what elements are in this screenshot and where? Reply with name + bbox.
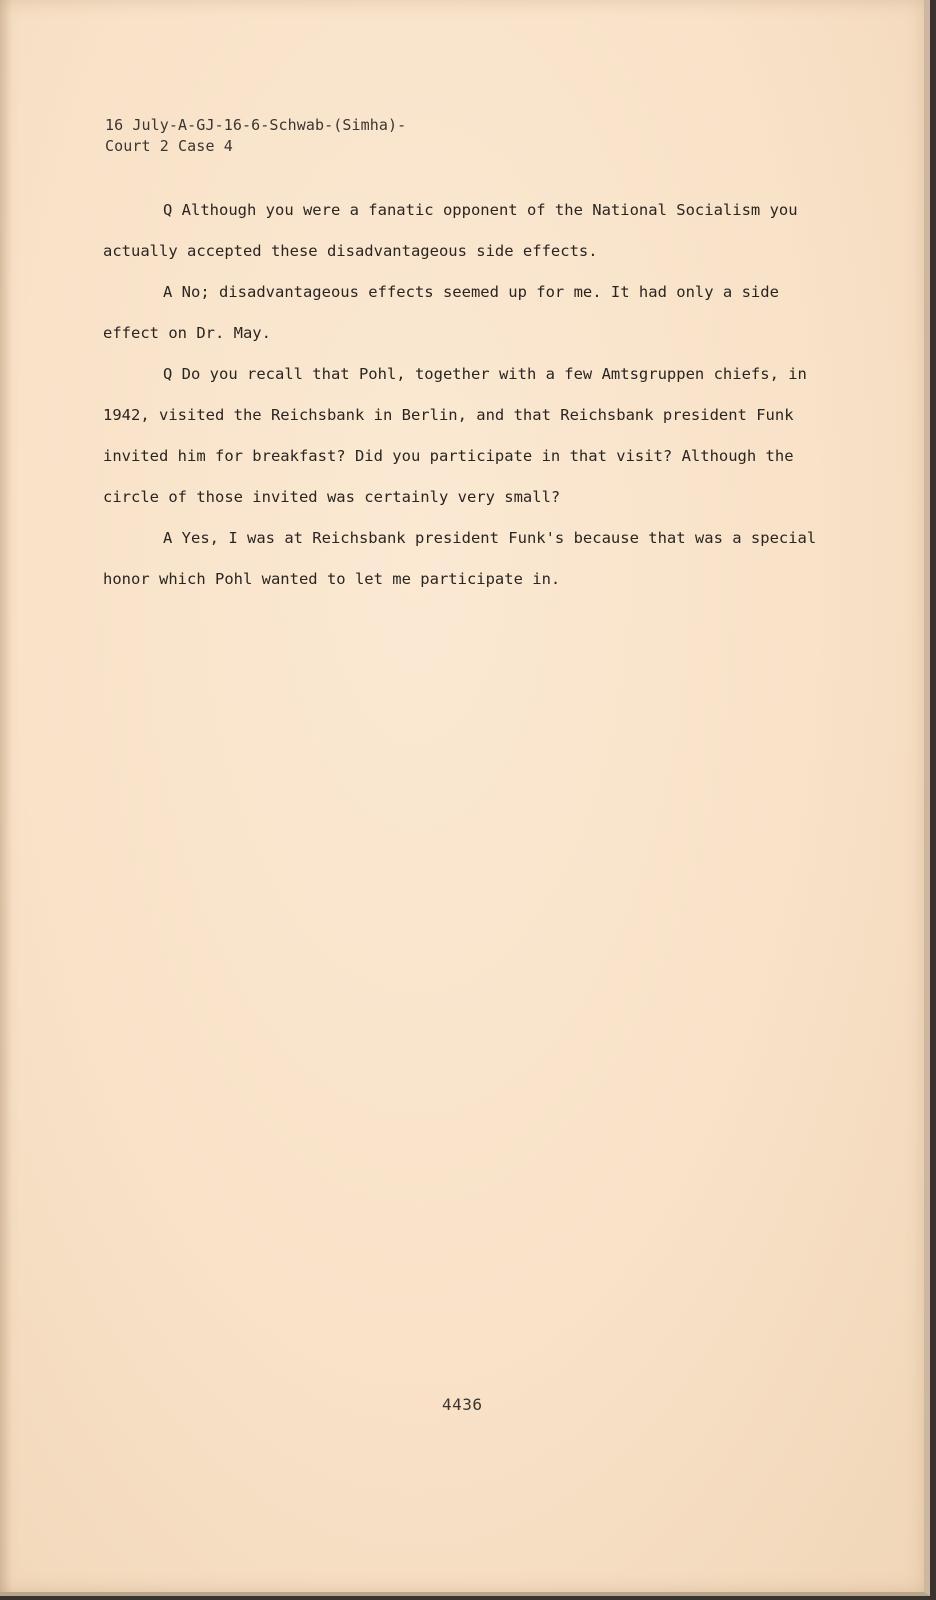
transcript-paragraph-answer-2: A Yes, I was at Reichsbank president Funk's because that was a special honor which Pohl wanted to let me participate in. bbox=[103, 529, 817, 588]
transcript-paragraph-question-2: Q Do you recall that Pohl, together with a few Amtsgruppen chiefs, in 1942, visited the Reichsbank in Berlin, and that Reichsbank president Funk invited him for breakfast? Did you participate in that visit? Although the circle of those invited was certainly very small? bbox=[103, 365, 807, 506]
header-reference-line: 16 July-A-GJ-16-6-Schwab-(Simha)- bbox=[105, 116, 407, 134]
transcript-body bbox=[103, 190, 843, 600]
page-number: 4436 bbox=[442, 1395, 483, 1414]
document-header bbox=[105, 115, 406, 157]
transcript-paragraph-question-1: Q Although you were a fanatic opponent of the National Socialism you actually accepted these disadvantageous side effects. bbox=[103, 201, 798, 260]
header-court-case-line: Court 2 Case 4 bbox=[105, 137, 233, 155]
transcript-paragraph-answer-1: A No; disadvantageous effects seemed up for me. It had only a side effect on Dr. May. bbox=[103, 283, 779, 342]
